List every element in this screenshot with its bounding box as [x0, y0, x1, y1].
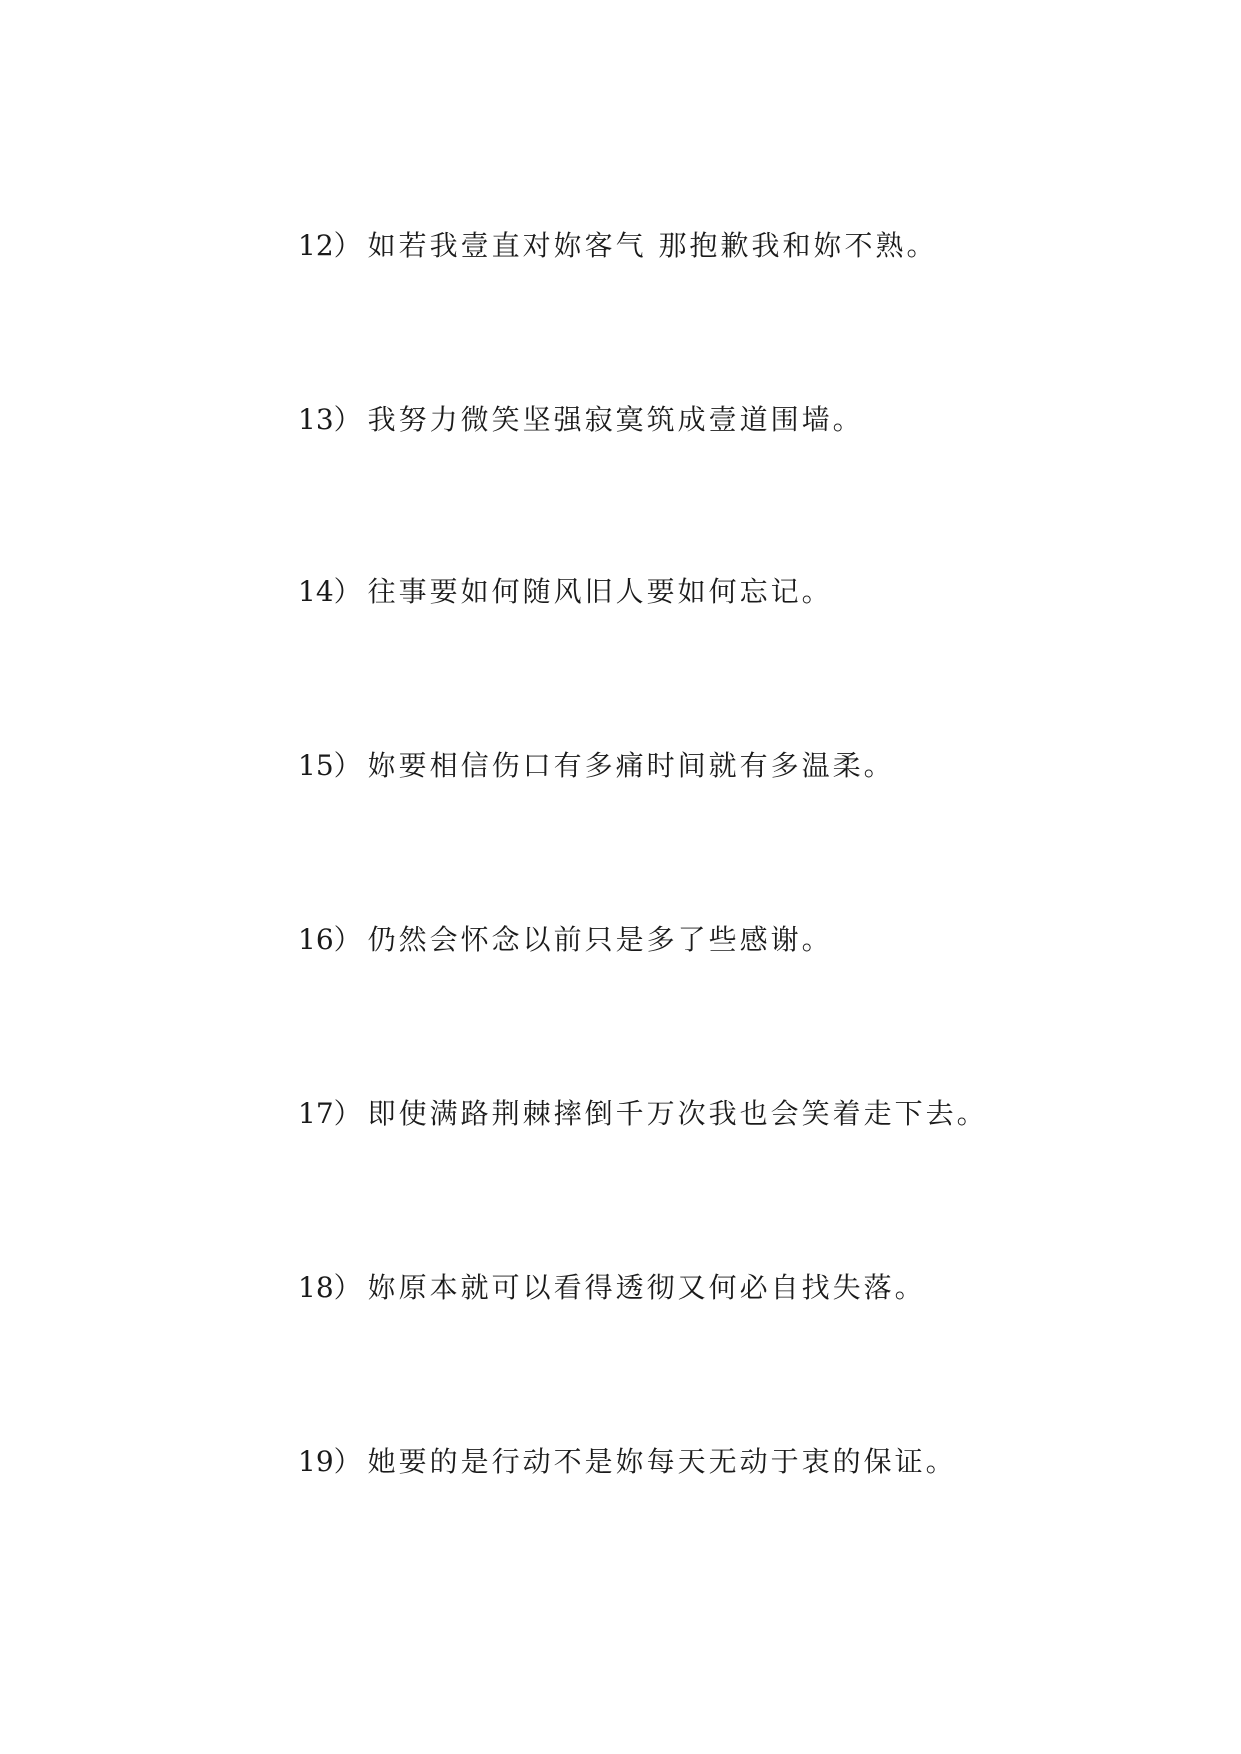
item-number: 12 [298, 229, 334, 262]
list-item [298, 1094, 988, 1134]
item-number: 18 [298, 1271, 334, 1304]
item-paren: ） [333, 575, 365, 608]
item-paren: ） [333, 923, 365, 956]
item-number: 14 [298, 575, 334, 608]
item-number: 19 [298, 1445, 334, 1478]
item-text: 我努力微笑坚强寂寞筑成壹道围墙。 [367, 403, 864, 436]
item-number: 17 [298, 1097, 334, 1130]
item-text: 仍然会怀念以前只是多了些感谢。 [367, 923, 833, 956]
item-number: 16 [298, 923, 334, 956]
item-paren: ） [333, 403, 365, 436]
item-paren: ） [333, 229, 365, 262]
item-text: 往事要如何随风旧人要如何忘记。 [367, 575, 833, 608]
item-text: 即使满路荆棘摔倒千万次我也会笑着走下去。 [367, 1097, 988, 1130]
list-item [298, 572, 833, 612]
item-paren: ） [333, 1097, 365, 1130]
list-item [298, 746, 895, 786]
item-paren: ） [333, 1271, 365, 1304]
item-paren: ） [333, 749, 365, 782]
list-item [298, 920, 833, 960]
list-item [298, 400, 864, 440]
item-number: 15 [298, 749, 334, 782]
item-text: 如若我壹直对妳客气 那抱歉我和妳不熟。 [367, 229, 938, 262]
list-item [298, 1442, 957, 1482]
list-item [298, 1268, 926, 1308]
item-text: 她要的是行动不是妳每天无动于衷的保证。 [367, 1445, 957, 1478]
item-text: 妳原本就可以看得透彻又何必自找失落。 [367, 1271, 926, 1304]
item-number: 13 [298, 403, 334, 436]
item-paren: ） [333, 1445, 365, 1478]
list-item [298, 226, 938, 266]
item-text: 妳要相信伤口有多痛时间就有多温柔。 [367, 749, 895, 782]
